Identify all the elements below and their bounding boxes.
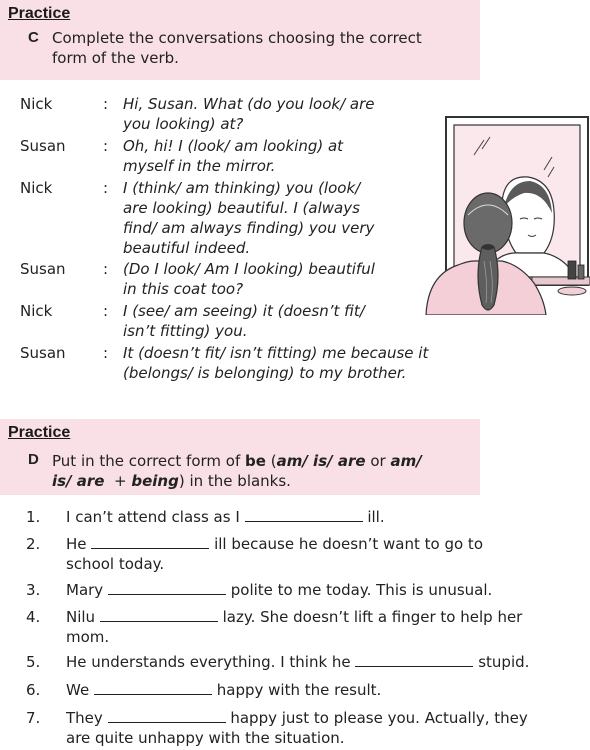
speaker-name: Susan <box>20 137 66 155</box>
speaker-name: Susan <box>20 344 66 362</box>
exercise-text: He ill because he doesn’t want to go to school today. <box>66 535 483 573</box>
dialogue-text: Hi, Susan. What (do you look/ are you looking) at? <box>123 95 375 133</box>
exercise-text: They happy just to please you. Actually, they are quite unhappy with the situation. <box>66 709 528 747</box>
exercise-number: 1. <box>26 508 41 526</box>
speaker-colon: : <box>103 179 109 197</box>
speaker-colon: : <box>103 260 109 278</box>
answer-blank[interactable] <box>108 709 226 723</box>
dialogue-text: (Do I look/ Am I looking) beautiful in this coat too? <box>123 260 375 298</box>
section-c-instruction-2: form of the verb. <box>52 49 179 67</box>
answer-blank[interactable] <box>100 608 218 622</box>
section-d-instruction-2: is/ are + being) in the blanks. <box>52 472 291 490</box>
exercise-text: We happy with the result. <box>66 681 382 699</box>
speaker-colon: : <box>103 137 109 155</box>
answer-blank[interactable] <box>245 508 363 522</box>
exercise-text: I can’t attend class as I ill. <box>66 508 385 526</box>
speaker-name: Nick <box>20 179 53 197</box>
exercise-number: 2. <box>26 535 41 553</box>
exercise-number: 5. <box>26 653 41 671</box>
dialogue-text: I (see/ am seeing) it (doesn’t fit/ isn’t fitting) you. <box>123 302 365 340</box>
answer-blank[interactable] <box>91 535 209 549</box>
speaker-colon: : <box>103 95 109 113</box>
dialogue-text: It (doesn’t fit/ isn’t fitting) me because it (belongs/ is belonging) to my brother. <box>123 344 429 382</box>
section-d-letter: D <box>28 451 39 468</box>
answer-blank[interactable] <box>94 681 212 695</box>
section-c-heading: Practice <box>8 5 71 22</box>
section-c-instruction-1: Complete the conversations choosing the correct <box>52 29 422 47</box>
dialogue-text: I (think/ am thinking) you (look/ are looking) beautiful. I (always find/ am always finding) you very beautiful indeed. <box>123 179 375 257</box>
exercise-text: Mary polite to me today. This is unusual. <box>66 581 493 599</box>
answer-blank[interactable] <box>108 581 226 595</box>
exercise-text: He understands everything. I think he stupid. <box>66 653 530 671</box>
speaker-name: Susan <box>20 260 66 278</box>
speaker-name: Nick <box>20 302 53 320</box>
exercise-number: 4. <box>26 608 41 626</box>
section-d-heading: Practice <box>8 424 71 441</box>
exercise-text: Nilu lazy. She doesn’t lift a finger to help her mom. <box>66 608 523 646</box>
speaker-colon: : <box>103 344 109 362</box>
speaker-colon: : <box>103 302 109 320</box>
exercise-number: 7. <box>26 709 41 727</box>
dialogue-text: Oh, hi! I (look/ am looking) at myself in the mirror. <box>123 137 344 175</box>
mirror-illustration <box>424 115 590 315</box>
exercise-number: 6. <box>26 681 41 699</box>
answer-blank[interactable] <box>355 653 473 667</box>
section-c-letter: C <box>28 29 39 46</box>
speaker-name: Nick <box>20 95 53 113</box>
exercise-number: 3. <box>26 581 41 599</box>
section-d-instruction-1: Put in the correct form of be (am/ is/ are or am/ <box>52 452 422 470</box>
